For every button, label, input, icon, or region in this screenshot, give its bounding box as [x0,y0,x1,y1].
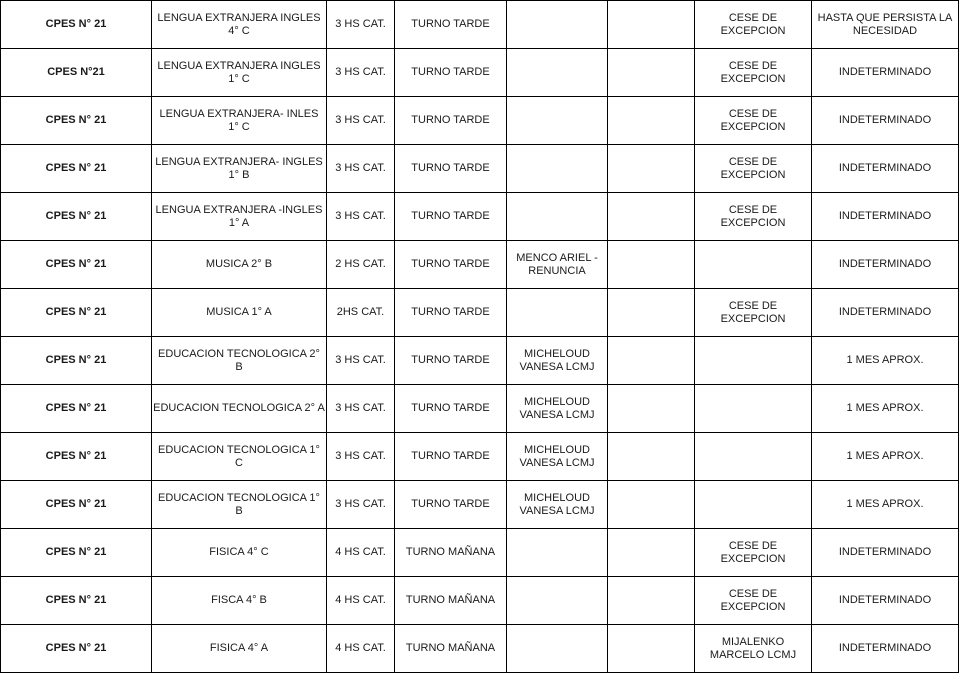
subject-cell: LENGUA EXTRANJERA INGLES 4° C [152,1,327,49]
school-cell: CPES N° 21 [1,385,152,433]
school-cell: CPES N° 21 [1,481,152,529]
teacher-cell [507,49,608,97]
duration-cell: INDETERMINADO [812,145,959,193]
reason-cell: CESE DE EXCEPCION [695,49,812,97]
teacher-cell [507,193,608,241]
table-row [1,433,959,481]
reason-cell [695,481,812,529]
empty-cell [608,97,695,145]
shift-cell: TURNO TARDE [395,433,507,481]
empty-cell [608,625,695,673]
subject-cell: MUSICA 2° B [152,241,327,289]
teacher-cell [507,529,608,577]
teacher-cell [507,625,608,673]
hours-cell: 3 HS CAT. [327,433,395,481]
shift-cell: TURNO MAÑANA [395,529,507,577]
empty-cell [608,1,695,49]
table-row [1,1,959,49]
duration-cell: INDETERMINADO [812,97,959,145]
reason-cell: MIJALENKO MARCELO LCMJ [695,625,812,673]
duration-cell: INDETERMINADO [812,49,959,97]
subject-cell: EDUCACION TECNOLOGICA 2° A [152,385,327,433]
shift-cell: TURNO MAÑANA [395,577,507,625]
subject-cell: FISICA 4° A [152,625,327,673]
table-body [1,1,959,673]
reason-cell [695,241,812,289]
table-row [1,193,959,241]
empty-cell [608,337,695,385]
reason-cell: CESE DE EXCEPCION [695,1,812,49]
empty-cell [608,481,695,529]
duration-cell: 1 MES APROX. [812,385,959,433]
empty-cell [608,529,695,577]
reason-cell [695,433,812,481]
duration-cell: HASTA QUE PERSISTA LA NECESIDAD [812,1,959,49]
duration-cell: INDETERMINADO [812,529,959,577]
shift-cell: TURNO MAÑANA [395,625,507,673]
empty-cell [608,433,695,481]
duration-cell: INDETERMINADO [812,289,959,337]
subject-cell: FISCA 4° B [152,577,327,625]
school-cell: CPES N° 21 [1,337,152,385]
school-cell: CPES N°21 [1,49,152,97]
subject-cell: LENGUA EXTRANJERA- INGLES 1° B [152,145,327,193]
school-cell: CPES N° 21 [1,241,152,289]
empty-cell [608,385,695,433]
hours-cell: 3 HS CAT. [327,337,395,385]
hours-cell: 3 HS CAT. [327,145,395,193]
table-row [1,241,959,289]
subject-cell: EDUCACION TECNOLOGICA 2° B [152,337,327,385]
reason-cell [695,385,812,433]
subject-cell: MUSICA 1° A [152,289,327,337]
table-row [1,577,959,625]
empty-cell [608,49,695,97]
hours-cell: 3 HS CAT. [327,1,395,49]
duration-cell: INDETERMINADO [812,625,959,673]
shift-cell: TURNO TARDE [395,193,507,241]
teacher-cell: MICHELOUD VANESA LCMJ [507,385,608,433]
table-row [1,97,959,145]
hours-cell: 3 HS CAT. [327,481,395,529]
reason-cell: CESE DE EXCEPCION [695,97,812,145]
reason-cell: CESE DE EXCEPCION [695,145,812,193]
hours-cell: 4 HS CAT. [327,625,395,673]
teacher-cell: MICHELOUD VANESA LCMJ [507,481,608,529]
teacher-cell [507,145,608,193]
teacher-cell: MICHELOUD VANESA LCMJ [507,337,608,385]
empty-cell [608,289,695,337]
school-cell: CPES N° 21 [1,97,152,145]
subject-cell: FISICA 4° C [152,529,327,577]
shift-cell: TURNO TARDE [395,1,507,49]
school-cell: CPES N° 21 [1,433,152,481]
hours-cell: 3 HS CAT. [327,97,395,145]
reason-cell: CESE DE EXCEPCION [695,577,812,625]
subject-cell: LENGUA EXTRANJERA INGLES 1° C [152,49,327,97]
hours-cell: 3 HS CAT. [327,49,395,97]
shift-cell: TURNO TARDE [395,337,507,385]
school-cell: CPES N° 21 [1,145,152,193]
teacher-cell: MENCO ARIEL -RENUNCIA [507,241,608,289]
school-cell: CPES N° 21 [1,625,152,673]
hours-cell: 4 HS CAT. [327,529,395,577]
empty-cell [608,577,695,625]
duration-cell: INDETERMINADO [812,193,959,241]
duration-cell: 1 MES APROX. [812,433,959,481]
shift-cell: TURNO TARDE [395,481,507,529]
school-cell: CPES N° 21 [1,289,152,337]
subject-cell: EDUCACION TECNOLOGICA 1° C [152,433,327,481]
table-row [1,625,959,673]
shift-cell: TURNO TARDE [395,289,507,337]
shift-cell: TURNO TARDE [395,145,507,193]
hours-cell: 4 HS CAT. [327,577,395,625]
empty-cell [608,193,695,241]
subject-cell: LENGUA EXTRANJERA- INLES 1° C [152,97,327,145]
teacher-cell [507,289,608,337]
subject-cell: EDUCACION TECNOLOGICA 1° B [152,481,327,529]
reason-cell: CESE DE EXCEPCION [695,289,812,337]
teacher-cell [507,577,608,625]
table-row [1,145,959,193]
table-row [1,385,959,433]
duration-cell: INDETERMINADO [812,577,959,625]
shift-cell: TURNO TARDE [395,97,507,145]
school-cell: CPES N° 21 [1,529,152,577]
school-cell: CPES N° 21 [1,577,152,625]
subject-cell: LENGUA EXTRANJERA -INGLES 1° A [152,193,327,241]
hours-cell: 3 HS CAT. [327,385,395,433]
duration-cell: 1 MES APROX. [812,337,959,385]
school-cell: CPES N° 21 [1,193,152,241]
table-row [1,481,959,529]
duration-cell: 1 MES APROX. [812,481,959,529]
shift-cell: TURNO TARDE [395,241,507,289]
table-row [1,289,959,337]
school-cell: CPES N° 21 [1,1,152,49]
empty-cell [608,241,695,289]
hours-cell: 2HS CAT. [327,289,395,337]
empty-cell [608,145,695,193]
hours-cell: 3 HS CAT. [327,193,395,241]
shift-cell: TURNO TARDE [395,385,507,433]
table-row [1,337,959,385]
reason-cell: CESE DE EXCEPCION [695,193,812,241]
teacher-cell [507,1,608,49]
teacher-cell [507,97,608,145]
hours-cell: 2 HS CAT. [327,241,395,289]
teacher-cell: MICHELOUD VANESA LCMJ [507,433,608,481]
reason-cell [695,337,812,385]
reason-cell: CESE DE EXCEPCION [695,529,812,577]
table-row [1,529,959,577]
table-row [1,49,959,97]
shift-cell: TURNO TARDE [395,49,507,97]
duration-cell: INDETERMINADO [812,241,959,289]
